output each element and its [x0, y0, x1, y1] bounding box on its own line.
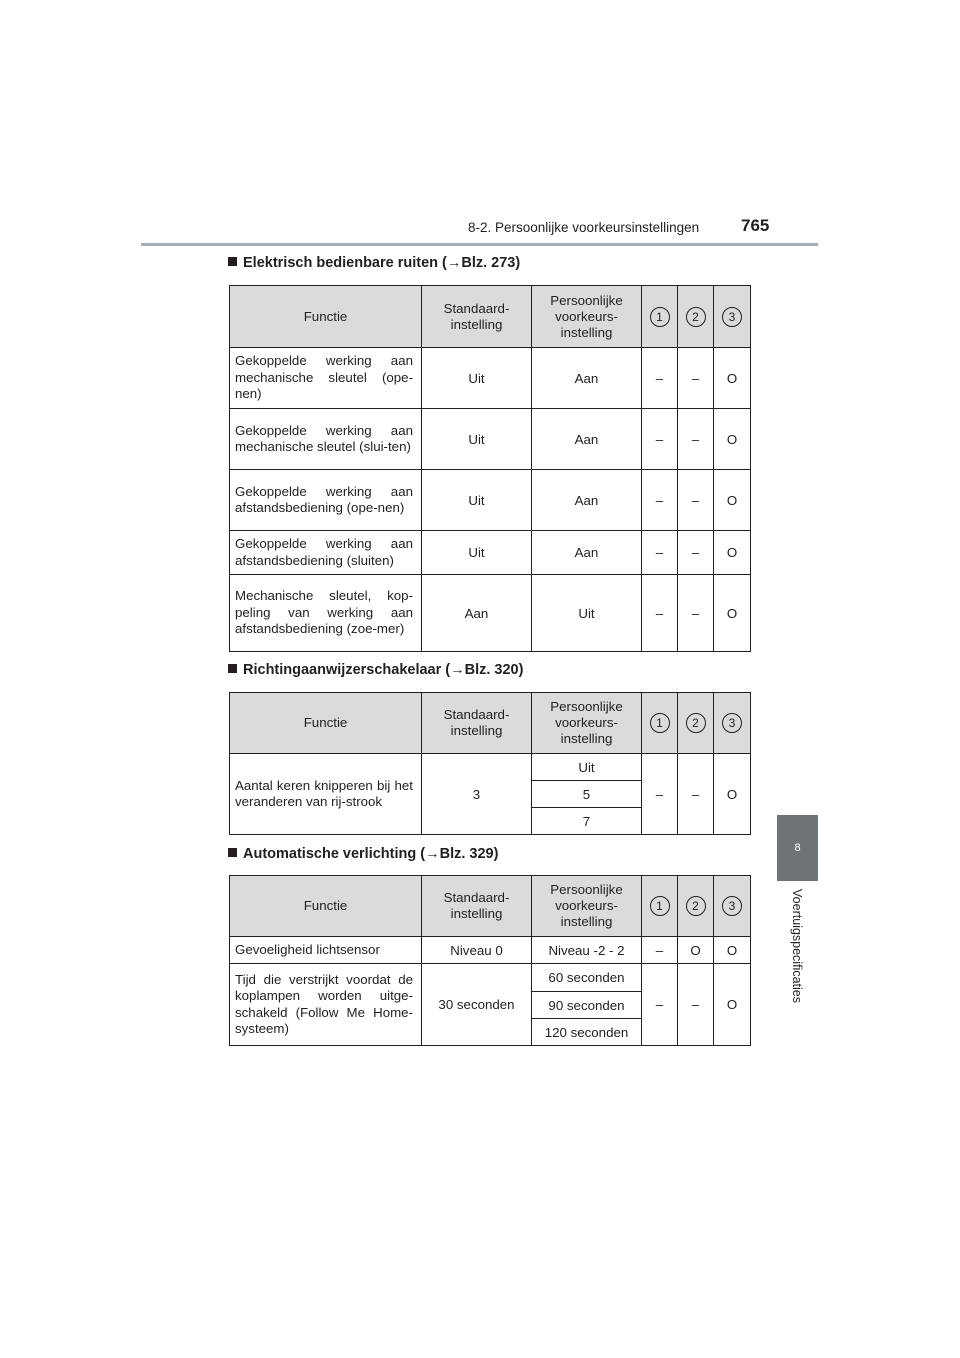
circle-2-icon: 2 — [686, 307, 706, 327]
settings-table-windows — [229, 285, 751, 652]
section-title-windows: Elektrisch bedienbare ruiten (→Blz. 273) — [228, 255, 520, 271]
settings-table-turn-signal — [229, 692, 751, 835]
method-1-cell: – — [642, 409, 678, 470]
circle-3-icon: 3 — [722, 713, 742, 733]
bullet-square-icon — [228, 848, 237, 857]
header-default: Standaard-instelling — [422, 286, 532, 348]
method-2-cell: O — [678, 937, 714, 964]
circle-3-icon: 3 — [722, 896, 742, 916]
header-function: Functie — [230, 286, 422, 348]
function-cell: Gekoppelde werking aan afstandsbediening (sluiten) — [230, 531, 422, 575]
method-2-cell: – — [678, 409, 714, 470]
circle-2-icon: 2 — [686, 896, 706, 916]
function-cell: Aantal keren knipperen bij het veranderen van rij-strook — [230, 754, 422, 835]
circle-1-icon: 1 — [650, 307, 670, 327]
page-number: 765 — [741, 216, 770, 235]
personal-cell: Uit — [532, 575, 642, 652]
method-1-cell: – — [642, 575, 678, 652]
method-2-cell: – — [678, 348, 714, 409]
method-3-cell: O — [714, 348, 751, 409]
method-1-cell: – — [642, 348, 678, 409]
default-cell: Uit — [422, 348, 532, 409]
method-1-cell: – — [642, 964, 678, 1046]
table-row — [230, 470, 751, 531]
personal-cell: Aan — [532, 531, 642, 575]
table-row — [230, 937, 751, 964]
header-divider — [141, 243, 818, 246]
section-title-turn-signal: Richtingaanwijzerschakelaar (→Blz. 320) — [228, 662, 523, 678]
method-2-cell: – — [678, 754, 714, 835]
personal-option: Uit — [532, 754, 642, 781]
function-cell: Gekoppelde werking aan afstandsbediening (ope-nen) — [230, 470, 422, 531]
method-2-cell: – — [678, 575, 714, 652]
personal-cell: Aan — [532, 348, 642, 409]
table-row — [230, 754, 751, 781]
method-3-cell: O — [714, 937, 751, 964]
chapter-title: 8-2. Persoonlijke voorkeursinstellingen — [468, 220, 700, 235]
header-function: Functie — [230, 876, 422, 937]
personal-cell: Aan — [532, 409, 642, 470]
function-cell: Gevoeligheid lichtsensor — [230, 937, 422, 964]
method-1-cell: – — [642, 754, 678, 835]
method-3-cell: O — [714, 575, 751, 652]
default-cell: 30 seconden — [422, 964, 532, 1046]
table-row — [230, 575, 751, 652]
personal-cell: Aan — [532, 470, 642, 531]
method-1-cell: – — [642, 470, 678, 531]
personal-option: 90 seconden — [532, 992, 642, 1019]
method-2-cell: – — [678, 964, 714, 1046]
chapter-side-label: Voertuigspecificaties — [790, 888, 804, 1003]
header-default: Standaard-instelling — [422, 693, 532, 754]
default-cell: Niveau 0 — [422, 937, 532, 964]
personal-option: 120 seconden — [532, 1019, 642, 1046]
table-row — [230, 964, 751, 992]
section-title-auto-lights: Automatische verlichting (→Blz. 329) — [228, 846, 498, 862]
method-2-cell: – — [678, 531, 714, 575]
personal-option: 7 — [532, 808, 642, 835]
circle-1-icon: 1 — [650, 713, 670, 733]
method-3-cell: O — [714, 531, 751, 575]
default-cell: Aan — [422, 575, 532, 652]
header-personal: Persoonlijke voorkeurs-instelling — [532, 286, 642, 348]
settings-table-auto-lights — [229, 875, 751, 1046]
circle-3-icon: 3 — [722, 307, 742, 327]
circle-2-icon: 2 — [686, 713, 706, 733]
default-cell: Uit — [422, 531, 532, 575]
personal-option: 5 — [532, 781, 642, 808]
method-3-cell: O — [714, 409, 751, 470]
function-cell: Tijd die verstrijkt voordat de koplampen worden uitge-schakeld (Follow Me Home-systeem) — [230, 964, 422, 1046]
header-function: Functie — [230, 693, 422, 754]
method-2-cell: – — [678, 470, 714, 531]
header-default: Standaard-instelling — [422, 876, 532, 937]
circle-1-icon: 1 — [650, 896, 670, 916]
function-cell: Gekoppelde werking aan mechanische sleutel (slui-ten) — [230, 409, 422, 470]
header-personal: Persoonlijke voorkeurs-instelling — [532, 693, 642, 754]
method-1-cell: – — [642, 531, 678, 575]
bullet-square-icon — [228, 257, 237, 266]
table-row — [230, 348, 751, 409]
personal-option: 60 seconden — [532, 964, 642, 992]
method-1-cell: – — [642, 937, 678, 964]
default-cell: Uit — [422, 470, 532, 531]
function-cell: Gekoppelde werking aan mechanische sleutel (ope-nen) — [230, 348, 422, 409]
header-personal: Persoonlijke voorkeurs-instelling — [532, 876, 642, 937]
personal-cell: Niveau -2 - 2 — [532, 937, 642, 964]
table-row — [230, 531, 751, 575]
function-cell: Mechanische sleutel, kop-peling van werking aan afstandsbediening (zoe-mer) — [230, 575, 422, 652]
bullet-square-icon — [228, 664, 237, 673]
chapter-tab: 8 — [777, 815, 818, 881]
method-3-cell: O — [714, 964, 751, 1046]
table-row — [230, 409, 751, 470]
method-3-cell: O — [714, 470, 751, 531]
default-cell: Uit — [422, 409, 532, 470]
method-3-cell: O — [714, 754, 751, 835]
default-cell: 3 — [422, 754, 532, 835]
